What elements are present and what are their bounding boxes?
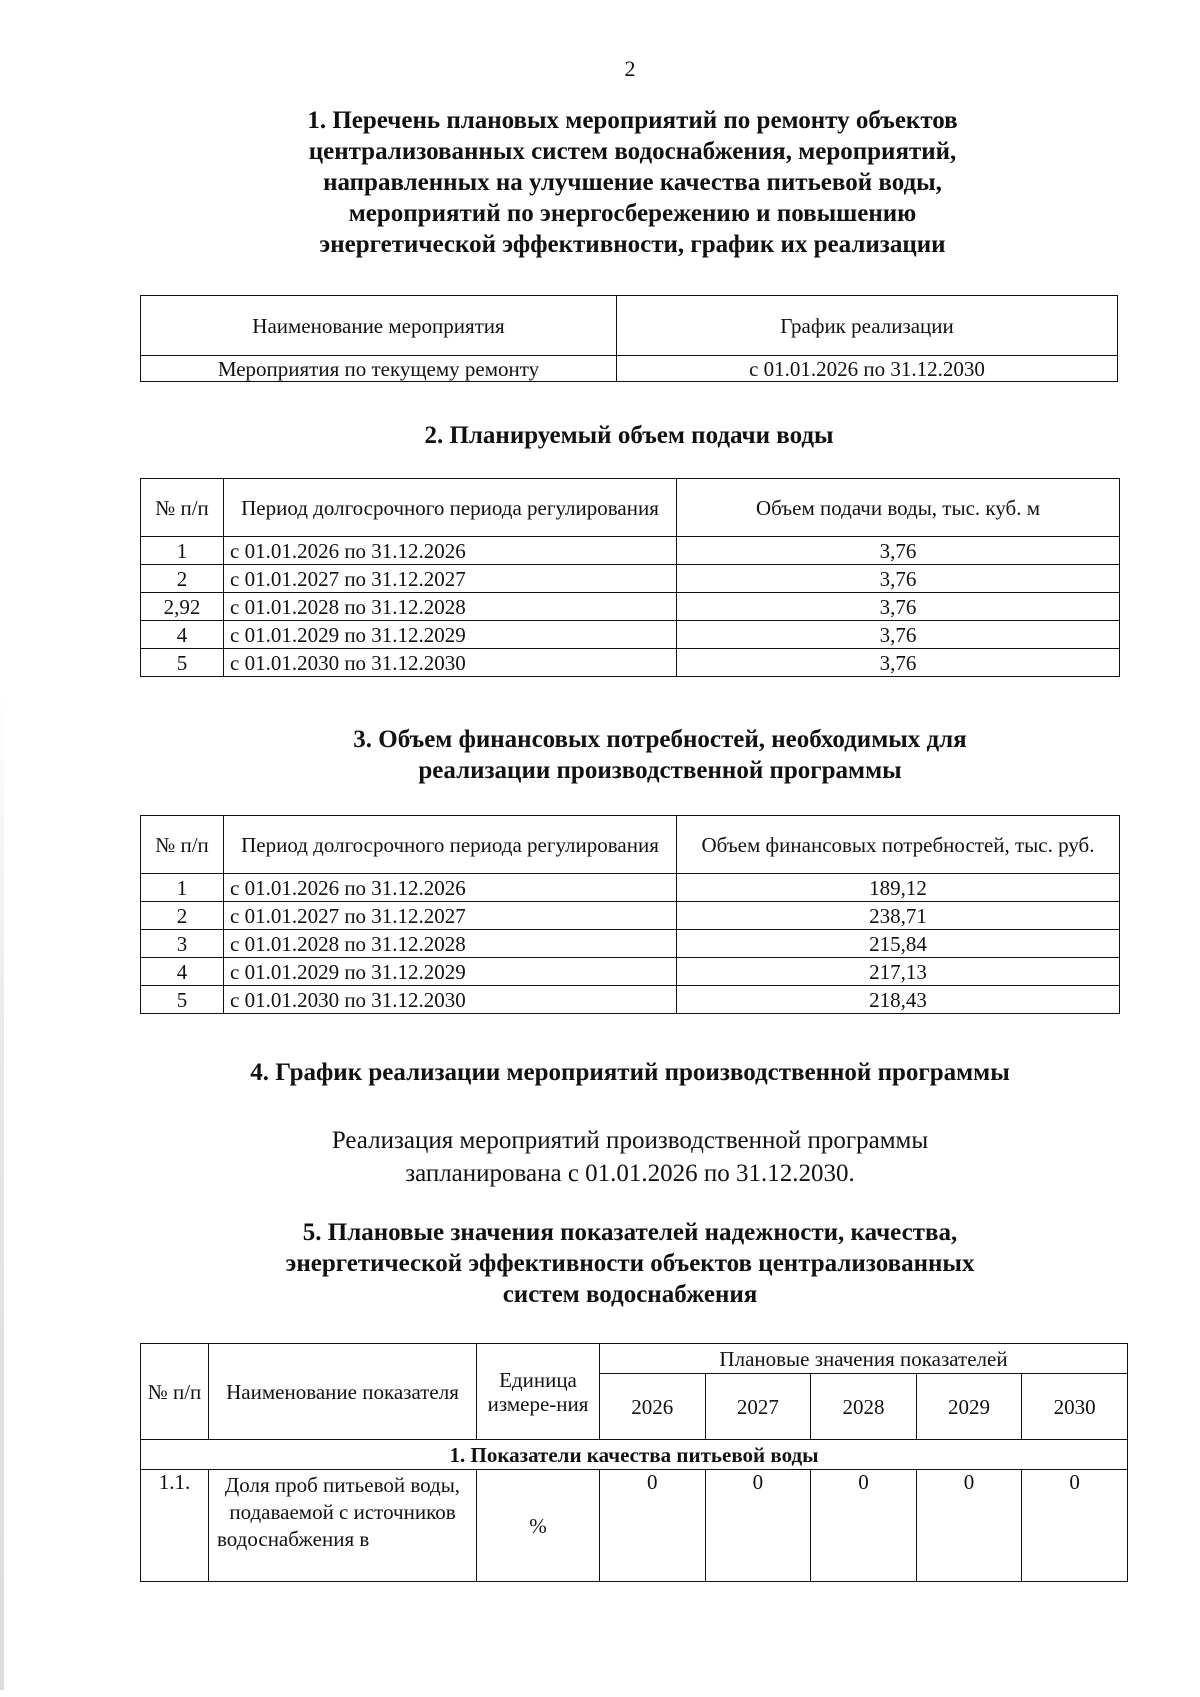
- table-cell: с 01.01.2030 по 31.12.2030: [224, 649, 677, 677]
- table-row: [141, 958, 1120, 986]
- table-cell: 2: [141, 902, 224, 930]
- table-cell: 218,43: [677, 986, 1120, 1014]
- table-cell: 3,76: [677, 565, 1120, 593]
- table-header: Объем подачи воды, тыс. куб. м: [677, 479, 1120, 537]
- table-cell: 4: [141, 958, 224, 986]
- table-header: № п/п: [141, 479, 224, 537]
- table-header: 2026: [600, 1374, 706, 1440]
- table-cell: 3: [141, 930, 224, 958]
- table-cell: Доля проб питьевой воды, подаваемой с источников водоснабжения в: [209, 1470, 477, 1582]
- table-row: [141, 593, 1120, 621]
- table-header: Наименование мероприятия: [141, 296, 617, 356]
- page-number: 2: [624, 56, 636, 81]
- table-cell: 3,76: [677, 649, 1120, 677]
- table-cell: 2: [141, 565, 224, 593]
- section4-text-line: запланирована с 01.01.2026 по 31.12.2030.: [405, 1160, 855, 1187]
- table-cell: 1: [141, 537, 224, 565]
- table-header: 2029: [916, 1374, 1022, 1440]
- table-cell: 0: [705, 1470, 811, 1582]
- table-group-row: [141, 1440, 1128, 1470]
- table-cell: 1.1.: [141, 1470, 209, 1582]
- table-header: График реализации: [617, 296, 1118, 356]
- table-header: Наименование показателя: [209, 1344, 477, 1440]
- table-cell: 5: [141, 986, 224, 1014]
- table-cell: 215,84: [677, 930, 1120, 958]
- table-cell: 238,71: [677, 902, 1120, 930]
- section4-text-line: Реализация мероприятий производственной программы: [331, 1127, 929, 1154]
- section2-table: [140, 478, 1120, 677]
- section5-title-line: 5. Плановые значения показателей надежности, качества,: [302, 1219, 958, 1246]
- table-cell: 0: [600, 1470, 706, 1582]
- table-cell: 0: [916, 1470, 1022, 1582]
- table-cell: с 01.01.2028 по 31.12.2028: [224, 930, 677, 958]
- table-cell: Мероприятия по текущему ремонту: [141, 356, 617, 382]
- table-row: [141, 621, 1120, 649]
- table-cell: с 01.01.2026 по 31.12.2026: [224, 537, 677, 565]
- table-header: Период долгосрочного периода регулирования: [224, 816, 677, 874]
- table-row: [141, 356, 1118, 382]
- table-header: № п/п: [141, 816, 224, 874]
- table-cell: с 01.01.2026 по 31.12.2030: [617, 356, 1118, 382]
- table-row: [141, 1470, 1128, 1582]
- table-cell: с 01.01.2029 по 31.12.2029: [224, 621, 677, 649]
- section1-title-line: мероприятий по энергосбережению и повышению: [348, 200, 917, 227]
- table-cell: 3,76: [677, 621, 1120, 649]
- table-header: Период долгосрочного периода регулирования: [224, 479, 677, 537]
- section4-title: 4. График реализации мероприятий производственной программы: [250, 1059, 1010, 1086]
- table-cell: с 01.01.2028 по 31.12.2028: [224, 593, 677, 621]
- table-cell: 1: [141, 874, 224, 902]
- section3-title-line: 3. Объем финансовых потребностей, необходимых для: [353, 726, 967, 753]
- table-cell: 2,92: [141, 593, 224, 621]
- section3-table: [140, 815, 1120, 1014]
- section1-title-line: централизованных систем водоснабжения, мероприятий,: [308, 138, 957, 165]
- table-row: [141, 902, 1120, 930]
- table-row: [141, 649, 1120, 677]
- table-row: [141, 986, 1120, 1014]
- section1-title: [200, 105, 1065, 260]
- section1-table: [140, 295, 1118, 382]
- table-cell: 5: [141, 649, 224, 677]
- table-cell: 4: [141, 621, 224, 649]
- table-group-title: 1. Показатели качества питьевой воды: [141, 1440, 1128, 1470]
- table-row: [141, 537, 1120, 565]
- table-header: Единица измере-ния: [477, 1344, 600, 1440]
- table-cell: с 01.01.2027 по 31.12.2027: [224, 902, 677, 930]
- table-header: Плановые значения показателей: [600, 1344, 1128, 1374]
- section5-title-line: энергетической эффективности объектов централизованных: [285, 1250, 975, 1277]
- table-cell: с 01.01.2030 по 31.12.2030: [224, 986, 677, 1014]
- table-cell: 0: [1022, 1470, 1128, 1582]
- table-row: [141, 565, 1120, 593]
- table-cell: 189,12: [677, 874, 1120, 902]
- section4-text: [250, 1124, 1010, 1190]
- section1-title-line: 1. Перечень плановых мероприятий по ремонту объектов: [307, 107, 958, 134]
- table-cell: с 01.01.2029 по 31.12.2029: [224, 958, 677, 986]
- section5-title: [200, 1217, 1060, 1310]
- section5-table: [140, 1343, 1128, 1582]
- table-header: № п/п: [141, 1344, 209, 1440]
- section5-title-line: систем водоснабжения: [502, 1281, 758, 1308]
- table-cell: с 01.01.2026 по 31.12.2026: [224, 874, 677, 902]
- section1-title-line: направленных на улучшение качества питьевой воды,: [323, 169, 942, 196]
- table-cell: 3,76: [677, 537, 1120, 565]
- section3-title-line: реализации производственной программы: [418, 757, 902, 784]
- table-cell: %: [477, 1470, 600, 1582]
- table-row: [141, 930, 1120, 958]
- table-header: 2028: [811, 1374, 917, 1440]
- table-header: 2030: [1022, 1374, 1128, 1440]
- table-cell: 3,76: [677, 593, 1120, 621]
- table-cell: 0: [811, 1470, 917, 1582]
- table-cell: 217,13: [677, 958, 1120, 986]
- section3-title: [200, 724, 1120, 786]
- table-header: 2027: [705, 1374, 811, 1440]
- section1-title-line: энергетической эффективности, график их реализации: [319, 231, 946, 258]
- section2-title: 2. Планируемый объем подачи воды: [424, 422, 834, 449]
- table-cell: с 01.01.2027 по 31.12.2027: [224, 565, 677, 593]
- table-row: [141, 874, 1120, 902]
- scan-edge-shadow: [0, 690, 4, 1690]
- table-header: Объем финансовых потребностей, тыс. руб.: [677, 816, 1120, 874]
